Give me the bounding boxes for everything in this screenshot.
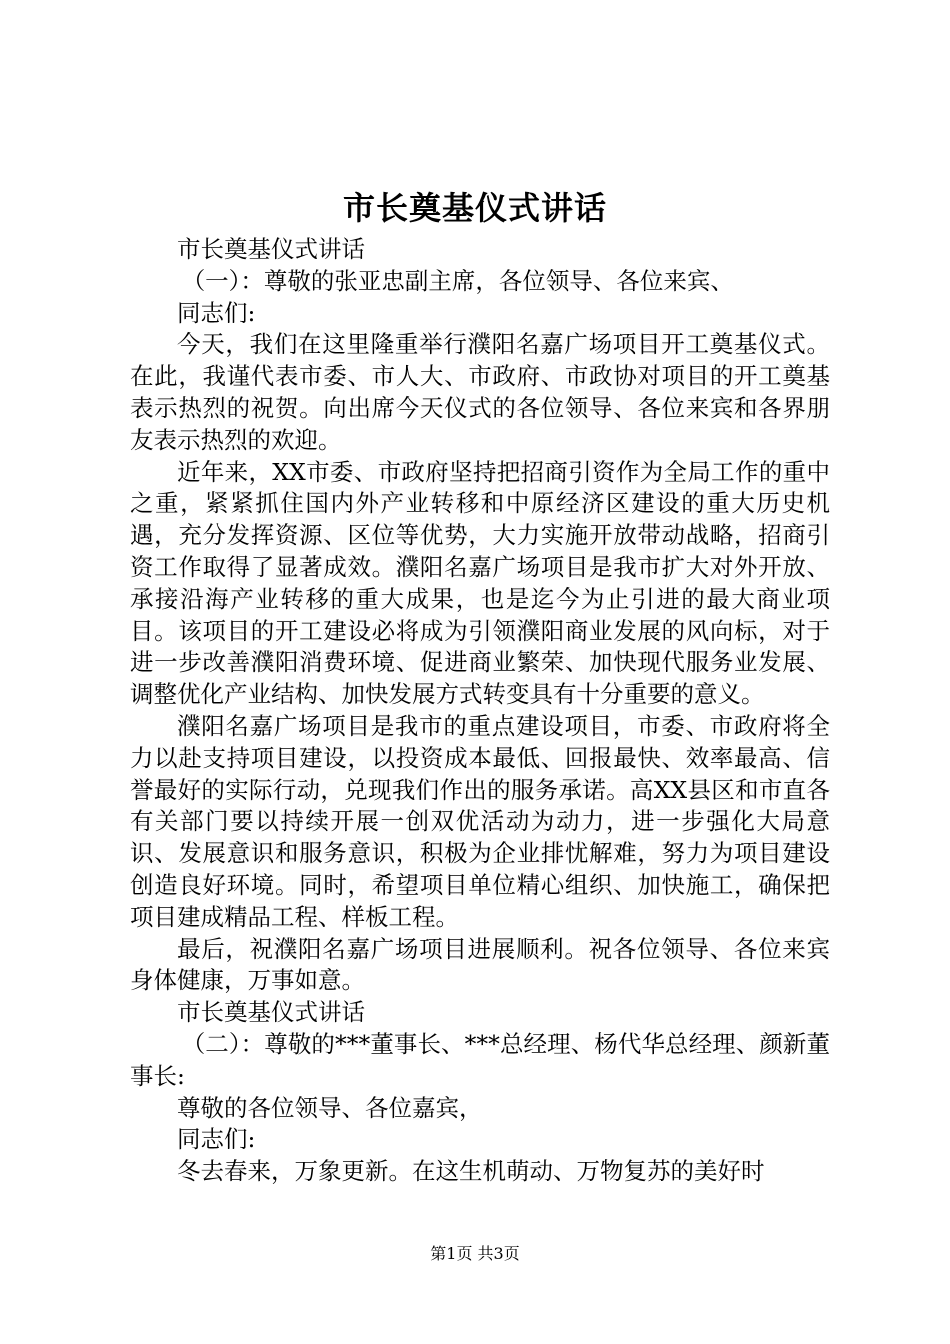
paragraph-comrades-1: 同志们: bbox=[177, 298, 256, 327]
paragraph-recent-years: 近年来，XX市委、市政府坚持把招商引资作为全局工作的重中之重，紧紧抓住国内外产业转移和中原经济区建设的重大历史机遇，充分发挥资源、区位等优势，大力实施开放带动战略，招商引资工作取得了显著成效。濮阳名嘉广场项目是我市扩大对外开放、承接沿海产业转移的重大成果，也是迄今为止引进的最大商业项目。该项目的开工建设必将成为引领濮阳商业发展的风向标，对于进一步改善濮阳消费环境、促进商业繁荣、加快现代服务业发展、调整优化产业结构、加快发展方式转变具有十分重要的意义。 bbox=[130, 457, 830, 709]
document-title: 市长奠基仪式讲话 bbox=[342, 189, 607, 227]
document-body bbox=[130, 234, 830, 1188]
paragraph-salutation-1: （一）：尊敬的张亚忠副主席，各位领导、各位来宾、 bbox=[181, 266, 734, 295]
paragraph-salutation-2: （二）：尊敬的***董事长、***总经理、杨代华总经理、颜新董事长: bbox=[130, 1029, 830, 1090]
paragraph-comrades-2: 同志们: bbox=[177, 1125, 256, 1154]
paragraph-subtitle-1: 市长奠基仪式讲话 bbox=[177, 235, 365, 263]
paragraph-key-project: 濮阳名嘉广场项目是我市的重点建设项目，市委、市政府将全力以赴支持项目建设，以投资成本最低、回报最快、效率最高、信誉最好的实际行动，兑现我们作出的服务承诺。高XX县区和市直各有关部门要以持续开展一创双优活动为动力，进一步强化大局意识、发展意识和服务意识，积极为企业排忧解难，努力为项目建设创造良好环境。同时，希望项目单位精心组织、加快施工，确保把项目建成精品工程、样板工程。 bbox=[130, 711, 830, 931]
paragraph-spring: 冬去春来，万象更新。在这生机萌动、万物复苏的美好时 bbox=[177, 1157, 765, 1186]
paragraph-subtitle-2: 市长奠基仪式讲话 bbox=[177, 998, 365, 1027]
paragraph-distinguished-guests: 尊敬的各位领导、各位嘉宾， bbox=[177, 1093, 483, 1122]
paragraph-closing: 最后，祝濮阳名嘉广场项目进展顺利。祝各位领导、各位来宾身体健康，万事如意。 bbox=[130, 934, 830, 995]
paragraph-today: 今天，我们在这里隆重举行濮阳名嘉广场项目开工奠基仪式。在此，我谨代表市委、市人大、市政府、市政协对项目的开工奠基表示热烈的祝贺。向出席今天仪式的各位领导、各位来宾和各界朋友表示热烈的欢迎。 bbox=[130, 330, 830, 454]
page-footer: 第1页 共3页 bbox=[430, 1244, 520, 1263]
